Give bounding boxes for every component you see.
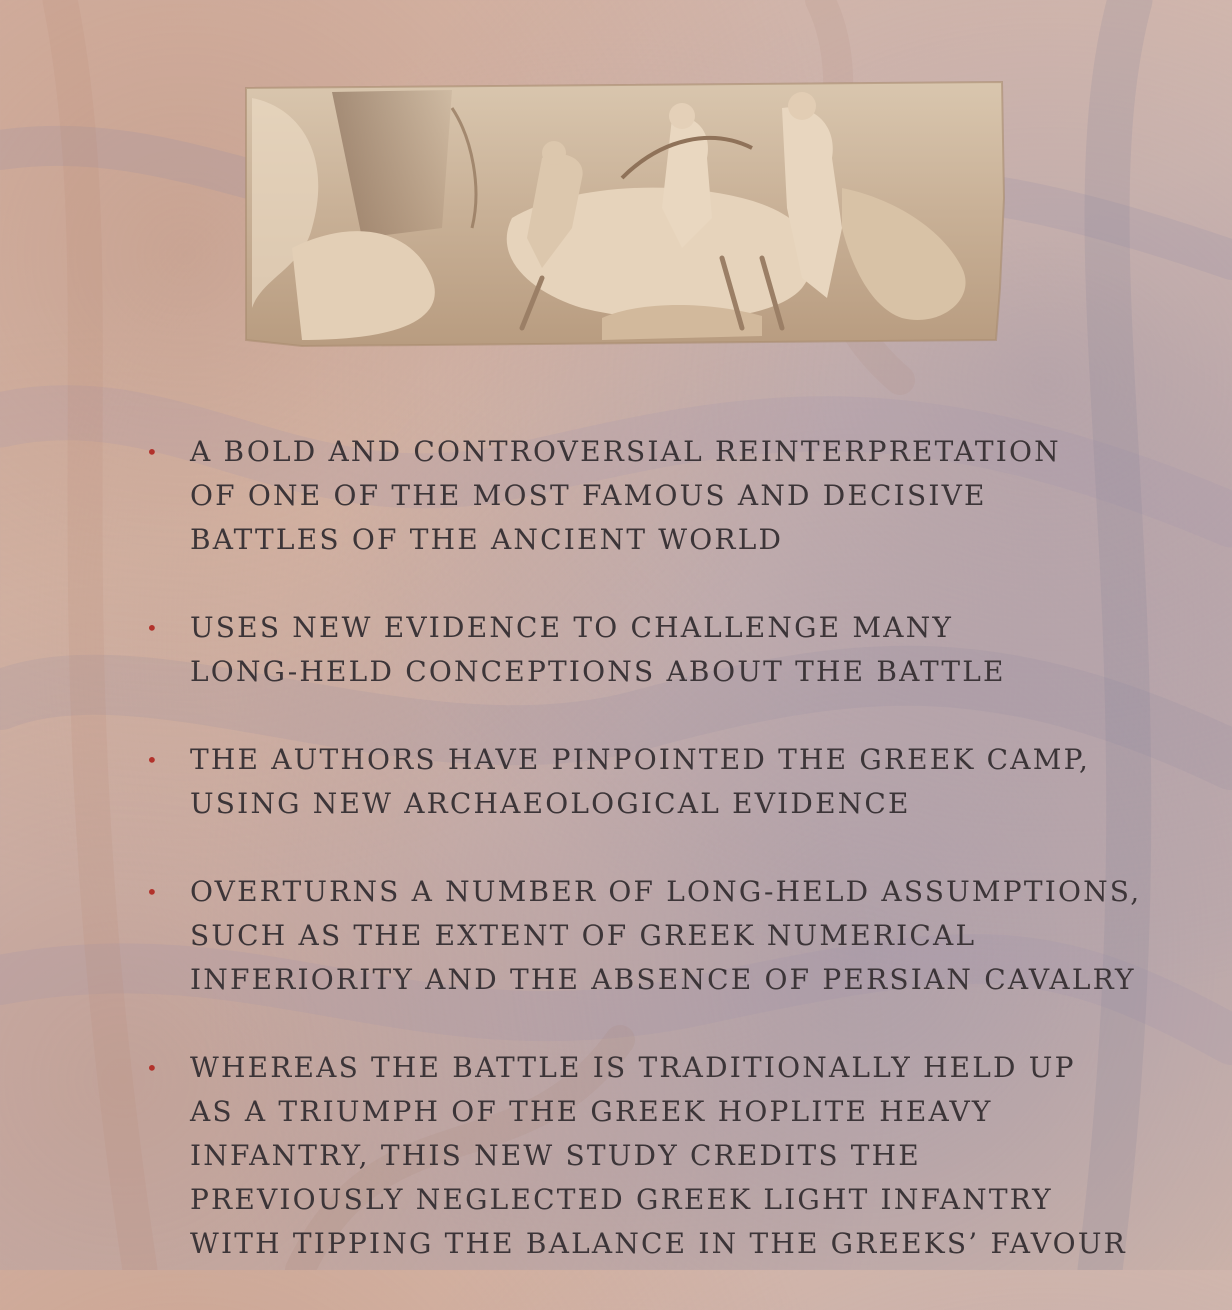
bullet-dot-icon: • xyxy=(146,616,160,640)
list-item-line: THE AUTHORS HAVE PINPOINTED THE GREEK CAMP, xyxy=(190,743,1091,776)
list-item-line: USING NEW ARCHAEOLOGICAL EVIDENCE xyxy=(190,787,911,820)
bullet-dot-icon: • xyxy=(146,1056,160,1080)
bullet-dot-icon: • xyxy=(146,748,160,772)
list-item-line: SUCH AS THE EXTENT OF GREEK NUMERICAL xyxy=(190,919,977,952)
list-item-line: LONG-HELD CONCEPTIONS ABOUT THE BATTLE xyxy=(190,655,1006,688)
list-item xyxy=(140,606,1140,694)
list-item xyxy=(140,870,1140,1002)
list-item-line: OF ONE OF THE MOST FAMOUS AND DECISIVE xyxy=(190,479,987,512)
frieze-relief-icon xyxy=(242,78,1008,350)
list-item xyxy=(140,1046,1140,1266)
list-item-line: BATTLES OF THE ANCIENT WORLD xyxy=(190,523,784,556)
list-item-line: A BOLD AND CONTROVERSIAL REINTERPRETATION xyxy=(190,435,1061,468)
list-item-line: INFERIORITY AND THE ABSENCE OF PERSIAN CAVALRY xyxy=(190,963,1136,996)
list-item-line: INFANTRY, THIS NEW STUDY CREDITS THE xyxy=(190,1139,921,1172)
list-item-line: WHEREAS THE BATTLE IS TRADITIONALLY HELD UP xyxy=(190,1051,1076,1084)
list-item-line: PREVIOUSLY NEGLECTED GREEK LIGHT INFANTRY xyxy=(190,1183,1053,1216)
feature-list xyxy=(140,430,1140,1310)
list-item xyxy=(140,738,1140,826)
list-item-line: USES NEW EVIDENCE TO CHALLENGE MANY xyxy=(190,611,954,644)
list-item-line: WITH TIPPING THE BALANCE IN THE GREEKS’ FAVOUR xyxy=(190,1227,1127,1260)
list-item-line: OVERTURNS A NUMBER OF LONG-HELD ASSUMPTIONS, xyxy=(190,875,1142,908)
list-item-line: AS A TRIUMPH OF THE GREEK HOPLITE HEAVY xyxy=(190,1095,993,1128)
bullet-dot-icon: • xyxy=(146,440,160,464)
list-item xyxy=(140,430,1140,562)
bullet-dot-icon: • xyxy=(146,880,160,904)
